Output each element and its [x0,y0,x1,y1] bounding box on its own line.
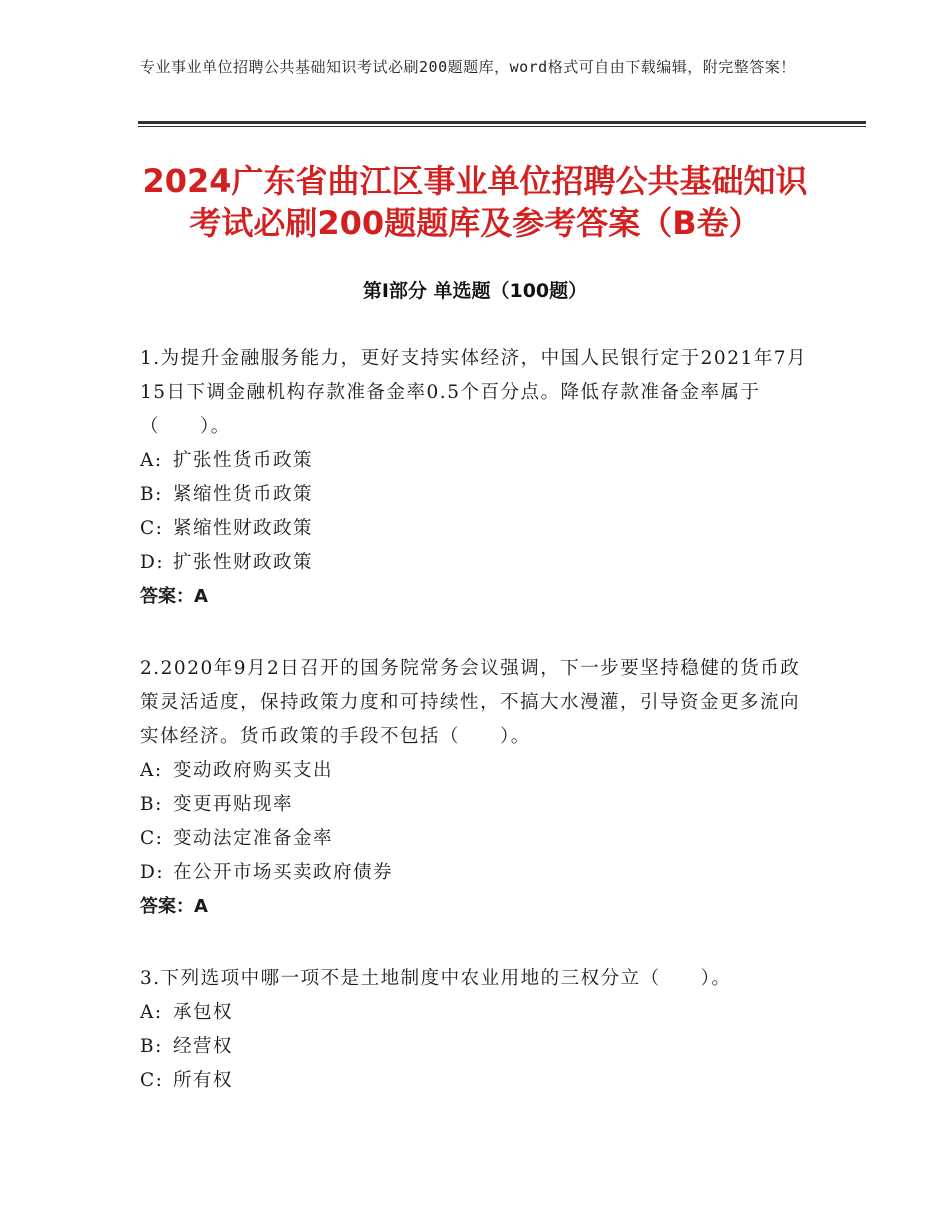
option-letter: B: [140,484,163,505]
option-text: 经营权 [173,1036,234,1057]
option-text: 所有权 [173,1070,234,1091]
option-letter: A: [140,760,163,781]
option-letter: C: [140,518,164,539]
option-c [140,512,810,546]
option-b [140,788,810,822]
option-a [140,444,810,478]
option-letter: B: [140,1036,163,1057]
answer-label: 答案：A [140,896,208,917]
option-text: 变动政府购买支出 [173,760,334,781]
option-d [140,856,810,890]
option-text: 变动法定准备金率 [173,828,334,849]
option-text: 紧缩性财政政策 [173,518,314,539]
option-b [140,1030,810,1064]
answer-label: 答案：A [140,586,208,607]
option-a [140,754,810,788]
option-letter: C: [140,828,164,849]
option-c [140,1064,810,1098]
option-text: 紧缩性货币政策 [173,484,314,505]
option-d [140,546,810,580]
question-2 [140,652,810,924]
document-title: 2024广东省曲江区事业单位招聘公共基础知识考试必刷200题题库及参考答案（B卷） [142,162,808,242]
option-letter: B: [140,794,163,815]
option-letter: D: [140,552,165,573]
question-text: 1.为提升金融服务能力，更好支持实体经济，中国人民银行定于2021年7月15日下调金融机构存款准备金率0.5个百分点。降低存款准备金率属于（ ）。 [140,348,808,437]
header-divider-thick [138,121,866,124]
option-text: 扩张性货币政策 [173,450,314,471]
option-b [140,478,810,512]
question-list [140,342,810,1136]
question-1 [140,342,810,614]
option-a [140,996,810,1030]
option-text: 在公开市场买卖政府债券 [173,862,394,883]
option-c [140,822,810,856]
option-text: 扩张性财政政策 [173,552,314,573]
header-note: 专业事业单位招聘公共基础知识考试必刷200题题库，word格式可自由下载编辑，附完整答案！ [140,58,796,76]
option-letter: D: [140,862,165,883]
option-letter: A: [140,1002,163,1023]
option-letter: A: [140,450,163,471]
option-text: 变更再贴现率 [173,794,294,815]
header-divider-thin [138,126,866,127]
question-text: 2.2020年9月2日召开的国务院常务会议强调，下一步要坚持稳健的货币政策灵活适度，保持政策力度和可持续性，不搞大水漫灌，引导资金更多流向实体经济。货币政策的手段不包括（ ）。 [140,658,801,747]
option-text: 承包权 [173,1002,234,1023]
question-text: 3.下列选项中哪一项不是土地制度中农业用地的三权分立（ ）。 [140,968,732,989]
section-heading: 第Ⅰ部分 单选题（100题） [362,280,588,302]
question-3 [140,962,810,1098]
option-letter: C: [140,1070,164,1091]
